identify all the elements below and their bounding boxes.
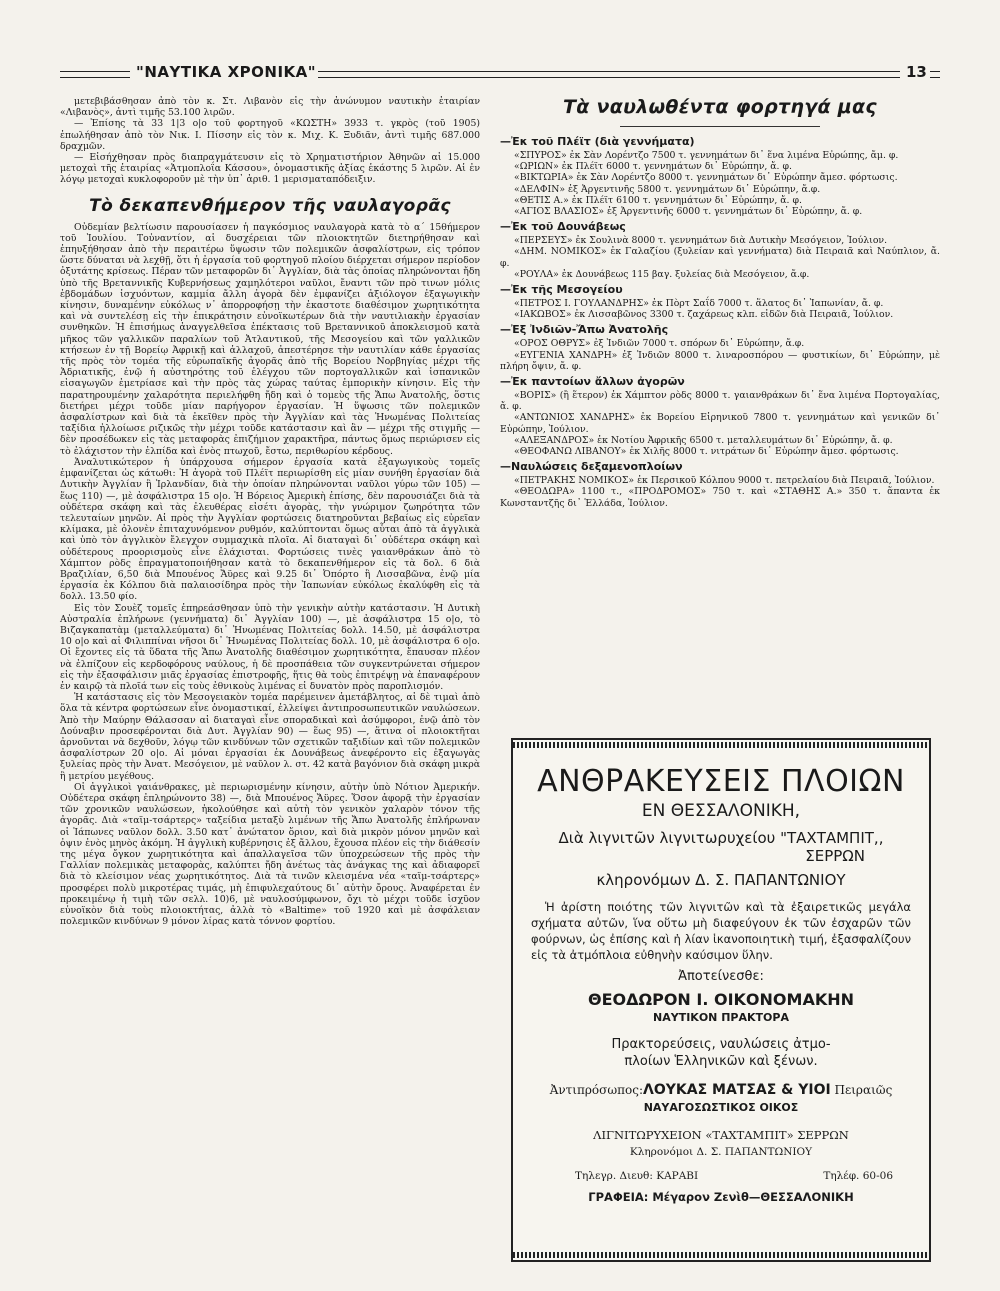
- ad-lignite-line: Διὰ λιγνιτῶν λιγνιτωρυχείου "ΤΑΧΤΑΜΠΙΤ,,: [558, 829, 884, 847]
- charter-entry: «ΑΝΤΩΝΙΟΣ ΧΑΝΔΡΗΣ» ἐκ Βορείου Εἰρηνικοῦ 7800 τ. γεννημάτων καὶ γενικῶν δι᾿ Εὐρώπην, Ἰούλιον.: [500, 412, 940, 435]
- intro-paragraph: — Εἰσήχθησαν πρὸς διαπραγμάτευσιν εἰς τὸ Χρηματιστήριον Ἀθηνῶν αἱ 15.000 μετοχαὶ τῆς ἑταιρίας «Ἀτμοπλοΐα Κάσσου», ὀνομαστικῆς ἀξίας ἑκάστης 5 λιρῶν. Αἱ ἐν λόγῳ μετοχαὶ κυκλοφοροῦν μὲ τὴν ὑπ᾿ ἀριθ. 1 μερισματαπόδειξιν.: [60, 152, 480, 186]
- charter-entry: «ΔΗΜ. ΝΟΜΙΚΟΣ» ἐκ Γαλαζίου (ξυλείαν καὶ γεννήματα) διὰ Πειραιᾶ καὶ Ναύπλιον, ἄ. φ.: [500, 246, 940, 269]
- group-title: —Ἐκ τοῦ Πλέϊτ (διὰ γεννήματα): [500, 135, 695, 148]
- ad-services-line: Πρακτορεύσεις, ναυλώσεις ἀτμο-: [611, 1037, 831, 1052]
- page-number: 13: [906, 63, 927, 81]
- charter-entry: «ΒΟΡΙΣ» (ἢ ἕτερον) ἐκ Χάμπτον ρὸδς 8000 τ. γαιανθράκων δι᾿ ἕνα λιμένα Πορτογαλίας, ἄ. φ.: [500, 390, 940, 413]
- charter-entry: «ΑΓΙΟΣ ΒΛΑΣΙΟΣ» ἐξ Ἀργεντινῆς 6000 τ. γεννημάτων δι᾿ Εὐρώπην, ἄ. φ.: [514, 206, 863, 218]
- ad-services: [525, 1036, 917, 1070]
- ad-border-stripe: [513, 1252, 929, 1258]
- article-paragraph: Οἱ ἀγγλικοὶ γαιάνθρακες, μὲ περιωρισμένην κίνησιν, αὐτὴν ὑπὸ Νότιον Ἀμερικήν. Οὐδέτερα σκάφη ἐπληρώνοντο 38) —, διὰ Μπουένος Ἄϋρες. Ὅσον ἀφορᾷ τὴν ἐργασίαν τῶν χρονικῶν ναυλώσεων, ἠκολούθησε καὶ αὐτὴ τὸν γενικὸν χαλαρὸν τόνον τῆς ἀγορᾶς. Διὰ «ταϊμ-τσάρτερς» ταξείδια μεταξὺ λιμένων τῆς Ἄπω Ἀνατολῆς ἐπλήρωναν οἱ Ἰάπωνες ναῦλον δολλ. 3.50 κατ᾿ ἀνώτατον ὅριον, καὶ διὰ μικρὸν μόνον μηνῶν καὶ ὀψιν ἐνὸς μηνὸς ἀκόμη. Ἡ ἀγγλικὴ κυβέρνησις ἐξ ἄλλου, ἔχουσα πλέον εἰς τὴν διάθεσίν της μέγα ὄγκον χωρητικότητα καὶ ἀπαλλαγεῖσα τῶν ὑποχρεώσεων τῆς πρὸς τὴν Γαλλίαν πολεμικὰς μεταφορὰς, καλύπτει ἤδη ἀνέτως τὰς ἀνάγκας της καὶ ἀδιαφορεῖ διὰ τὸ κλείσιμον νέας χωρητικότητος. Διὰ τὰ τινῶν κλεισμένα νέα «ταϊμ-τσάρτερς» προσφέρει πολὺ μικροτέρας τιμάς, μὴ ἐπιφυλεχαύτους δι᾿ αὐτὴν ὄρους. Ἀναφέρεται ἐν προκειμένῳ ἡ τιμὴ τῶν σελλ. 10)6, μὲ ναυλοσύμφωνον, ὄχι τὸ μέχρι τοῦδε ἰσχῦον εὐνοϊκὸν διὰ τοὺς πλοιοκτήτας, ἀλλὰ τὸ «Baltime» τοῦ 1920 καὶ μὲ ἀσφάλειαν πολεμικῶν κινδύνων 9 μόνον λίρας κατὰ τόννον φορτίου.: [60, 781, 480, 928]
- charter-entry: «ΘΕΟΔΩΡΑ» 1100 τ., «ΠΡΟΔΡΟΜΟΣ» 750 τ. καὶ «ΣΤΑΘΗΣ Α.» 350 τ. ἅπαντα ἐκ Κωνσταντζῆς δι᾿ Ἑλλάδα, Ἰούλιον.: [500, 486, 940, 509]
- publication-title: "ΝΑΥΤΙΚΑ ΧΡΟΝΙΚΑ": [136, 63, 317, 81]
- charter-entry: «ΠΕΡΣΕΥΣ» ἐκ Σουλινὰ 8000 τ. γεννημάτων διὰ Δυτικὴν Μεσόγειον, Ἰούλιον.: [514, 235, 888, 247]
- ad-services-line: πλοίων Ἑλληνικῶν καὶ ξένων.: [624, 1054, 818, 1069]
- article-paragraph: Εἰς τὸν Σουὲζ τομεῖς ἐπηρεάσθησαν ὑπὸ τὴν γενικὴν αὐτὴν κατάστασιν. Ἡ Δυτικὴ Αὐστραλία ἐπλήρωνε (γεννήματα) δι᾿ Ἀγγλίαν 100) —, μὲ ἀσφάλιστρα 15 ο|ο, τὸ Βιζαγκαπατὰμ (μεταλλεύματα) δι᾿ Ἡνωμένας Πολιτείας δολλ. 14.50, μὲ ἀσφάλιστρα 10 ο|ο καὶ αἱ Φιλιππίναι νῆσοι δι᾿ Ἡνωμένας Πολιτείας δολλ. 10, μὲ ἀσφάλιστρα 6 ο|ο. Οἱ ἔχοντες εἰς τὰ ὕδατα τῆς Ἄπω Ἀνατολῆς διαθέσιμον χωρητικότητα, ἔπαυσαν πλέον νὰ ἐλπίζουν εἰς κερδοφόρους ναύλους, ἡ δὲ προσπάθεια τῶν συγκεντρώνεται σήμερον εἰς τὴν ἐξασφάλισιν μιᾶς ἐργασίας ἐπιστροφῆς, ἥτις θὰ τοὺς ἐπιτρέψῃ νὰ ἐπαναφέρουν ἐν καιρῷ τὰ πλοῖά των εἰς τοὺς ἐθνικοὺς λιμένας εἰ δυνατὸν πρὸς παροπλισμόν.: [60, 602, 480, 692]
- ad-mine-name: ΛΙΓΝΙΤΩΡΥΧΕΙΟΝ «ΤΑΧΤΑΜΠΙΤ» ΣΕΡΡΩΝ: [593, 1128, 849, 1142]
- ad-quality-text: Ἡ ἀρίστη ποιότης τῶν λιγνιτῶν καὶ τὰ ἐξαιρετικῶς μεγάλα σχήματα αὐτῶν, ἵνα οὕτω μὴ διαφεύγουν ἐκ τῶν ἐσχαρῶν τῶν φούρνων, ὡς ἐπίσης καὶ ἡ λίαν ἱκανοποιητικὴ τιμή, ἐξασφαλίζουν εἰς τὰ ἀτμόπλοια εὐθηνὴν καύσιμον ὕλην.: [531, 900, 911, 962]
- ad-heirs: κληρονόμων Δ. Σ. ΠΑΠΑΝΤΩΝΙΟΥ: [596, 871, 846, 889]
- ad-agent-title: ΝΑΥΤΙΚΟΝ ΠΡΑΚΤΟΡΑ: [653, 1011, 789, 1024]
- article-paragraph: Ἀναλυτικώτερον ἡ ὑπάρχουσα σήμερον ἐργασία κατὰ ἐξαγωγικοὺς τομεῖς ἐμφανίζεται ὡς κάτωθι: Ἡ ἀγορὰ τοῦ Πλέϊτ περιωρίσθη εἰς μίαν συνήθη ἐργασίαν διὰ Δυτικὴν Ἀγγλίαν ἢ Ἰρλανδίαν, διὰ τὴν ὁποίαν πληρώνονται ναῦλοι γύρω τῶν 105) — ἕως 110) —, μὲ ἀσφάλιστρα 15 ο|ο. Ἡ Βόρειος Ἀμερικὴ ἐπίσης, δὲν παρουσιάζει διὰ τὰ οὐδέτερα σκάφη καὶ τὰς ἐλευθέρας εἰσέτι ἀγορὰς, τὴν γνώριμον ζωηρότητα τῶν τελευταίων μηνῶν. Αἱ πρὸς τὴν Ἀγγλίαν φορτώσεις διατηροῦνται βεβαίως εἰς εὐρεῖαν κλίμακα, μὲ ὀλονὲν ἐπιταχυνόμενον ρυθμόν, καλύπτονται ὅμως αὗται ἀπὸ τὰ ἀγγλικὰ καὶ ὑπὸ τὸν ἀγγλικὸν ἔλεγχον συμμαχικὰ πλοῖα. Αἱ διαταγαὶ δι᾿ οὐδέτερα σκάφη καὶ οὐδέτερους προορισμοὺς εἶνε ἐλάχισται. Φορτώσεις τινὲς γαιανθράκων ἀπὸ τὸ Χάμπτον ρὸδς ἐπραγματοποιήθησαν κατὰ τὸ δεκαπενθήμερον εἰς τὰ δολ. 6 διὰ Βραζιλίαν, 6,50 διὰ Μπουένος Ἄϋρες καὶ 9.25 δι᾿ Ὀπόρτο ἢ Λισσαβῶνα, ἐνῷ μία ἐργασία ἐκ Κόλπου διὰ παλαιοσίδηρα πρὸς τὴν Ἰαπωνίαν εὐκόλως ἐκαλύφθη εἰς τὰ δολλ. 13.50 φίο.: [60, 456, 480, 603]
- ad-border-stripe: [513, 742, 929, 748]
- ad-rep-name: ΛΟΥΚΑΣ ΜΑΤΣΑΣ & ΥΙΟΙ: [643, 1082, 831, 1098]
- charter-entry: «ΠΕΤΡΑΚΗΣ ΝΟΜΙΚΟΣ» ἐκ Περσικοῦ Κόλπου 9000 τ. πετρελαίου διὰ Πειραιᾶ, Ἰούλιον.: [514, 475, 935, 487]
- charter-entry: «ΔΕΛΦΙΝ» ἐξ Ἀργεντινῆς 5800 τ. γεννημάτων δι᾿ Εὐρώπην, ἄ.φ.: [514, 183, 821, 195]
- header-rule: [930, 71, 940, 78]
- charter-entry: «ΘΕΤΙΣ Α.» ἐκ Πλέϊτ 6100 τ. γεννημάτων δι᾿ Εὐρώπην, ἄ. φ.: [514, 194, 802, 206]
- group-title: —Ἐκ παντοίων ἄλλων ἀγορῶν: [500, 375, 685, 389]
- intro-paragraph: — Ἐπίσης τὰ 33 1|3 ο|ο τοῦ φορτηγοῦ «ΚΩΣΤΗ» 3933 τ. γκρὸς (τοῦ 1905) ἐπωλήθησαν ἀπὸ τὸν Νικ. Ι. Πίσσην εἰς τὸν κ. Μιχ. Κ. Ξυδιᾶν, ἀντὶ τιμῆς 687.000 δραχμῶν.: [60, 118, 480, 152]
- section-rule: [620, 126, 820, 127]
- ad-telegraph-row: [525, 1170, 917, 1184]
- ad-salvage-house: ΝΑΥΑΓΟΣΩΣΤΙΚΟΣ ΟΙΚΟΣ: [643, 1101, 799, 1114]
- article-paragraph: Οὐδεμίαν βελτίωσιν παρουσίασεν ἡ παγκόσμιος ναυλαγορὰ κατὰ τὸ α΄ 15θήμερον τοῦ Ἰουλίου. Τοὐναντίον, αἱ δυσχέρειαι τῶν πλοιοκτητῶν διετηρήθησαν καὶ ἐπηυξήθησαν ἀπὸ τὴν περαιτέρω ὕψωσιν τῶν πολεμικῶν ἀσφαλίστρων, εἰς τρόπον ὥστε δύναται νὰ λεχθῇ, ὅτι ἡ ἐργασία τοῦ φορτηγοῦ πλοίου διέρχεται σήμερον περίοδον ὀξυτάτης κρίσεως. Πέραν τῶν μεταφορῶν δι᾿ Ἀγγλίαν, διὰ τὰς ὁποίας πληρώνονται ἤδη ὑπὸ τῆς Βρεταννικῆς Κυβερνήσεως χαμηλότεροι ναῦλοι, ἔναντι τῶν πρὸ τινων μόλις ἑβδομάδων ἰσχυόντων, καμμία ἄλλη ἀγορὰ δὲν ἐμφανίζει ἀξιόλογον ἐξαγωγικὴν κίνησιν, δυναμένην εὐκόλως ν᾿ ἀπορροφήσῃ τὴν ἑκαστοτε διαθέσιμον χωρητικότητα καὶ νὰ συντελέσῃ εἰς τὴν ἐπικράτησιν εὐνοϊκωτέρων διὰ τὴν ναυτιλιακὴν ἐργασίαν συνθηκῶν. Ἡ ἐπισήμως ἀναγγελθεῖσα ἐπέκτασις τοῦ Βρεταννικοῦ ἀποκλεισμοῦ κατὰ μῆκος τῶν γαλλικῶν παραλίων τοῦ Ἀτλαντικοῦ, τῆς Μεσογείου καὶ τῶν γαλλικῶν κτήσεων ἐν τῇ Βορείῳ Ἀφρικῇ καὶ ἀλλαχοῦ, ἀπεστέρησε τὴν ναυτιλίαν κάθε ἐργασίας τῆς πρὸς τὸν τομέα τῆς εὐρωπαϊκῆς ἀγορᾶς ἀπὸ τῆς Βορείου Νορβηγίας μέχρι τῆς Ἀδριατικῆς, ἐνῷ ἡ αὐστηρότης τοῦ ἐλέγχου τῶν πορτογαλλικῶν καὶ ἱσπανικῶν εἰσαγωγῶν ἐμετρίασε καὶ τὴν πρὸς τὰς χώρας ταύτας ἐμπορικὴν κίνησιν. Εἰς τὴν παρατηρουμένην χαλαρότητα περιελήφθη ἤδη καὶ ὁ τομεὺς τῆς Ἄπω Ἀνατολῆς, ὅστις διετήρει μέχρι τοῦδε μίαν παρήγορον ἐργασίαν. Ἡ ὕψωσις τῶν πολεμικῶν ἀσφαλίστρων καὶ διὰ τὰ ἐκεῖθεν πρὸς τὴν Ἀγγλίαν καὶ τὰς Ἡνωμένας Πολιτείας ταξίδια ἠλλοίωσε ριζικῶς τὴν μέχρι τοῦδε κατάστασιν καὶ ἂν — μέχρι τῆς στιγμῆς — δὲν προσέδωκεν εἰς τὰς μεταφορὰς ἐπιζήμιον χαρακτῆρα, πάντως ὅμως περιώρισεν εἰς τὸ ἐλάχιστον τὴν ἐλπίδα καὶ ἐνὸς πτωχοῦ, ἔστω, περιθωρίου κέρδους.: [60, 221, 480, 457]
- group-title: —Ἐκ τῆς Μεσογείου: [500, 283, 623, 297]
- ad-agent-name: ΘΕΟΔΩΡΟΝ Ι. ΟΙΚΟΝΟΜΑΚΗΝ: [587, 990, 855, 1009]
- charter-entry: «ΡΟΥΛΑ» ἐκ Δουνάβεως 115 βαγ. ξυλείας διὰ Μεσόγειον, ἄ.φ.: [514, 268, 810, 280]
- charter-entry: «ΟΡΟΣ ΟΘΡΥΣ» ἐξ Ἰνδιῶν 7000 τ. σπόρων δι᾿ Εὐρώπην, ἄ.φ.: [514, 338, 805, 350]
- ad-contact-label: Ἀποτείνεσθε:: [678, 969, 764, 984]
- ad-rep-suffix: Πειραιῶς: [834, 1083, 893, 1097]
- left-column: [60, 96, 480, 927]
- group-title: —Ἐξ Ἰνδιῶν-Ἄπω Ἀνατολῆς: [500, 323, 669, 337]
- ad-offices: ΓΡΑΦΕΙΑ: Μέγαρον Ζενὶθ—ΘΕΣΣΑΛΟΝΙΚΗ: [588, 1190, 854, 1204]
- ad-representative: [525, 1082, 917, 1098]
- charter-entry: «ΘΕΟΦΑΝΩ ΛΙΒΑΝΟΥ» ἐκ Χιλῆς 8000 τ. νιτράτων δι᾿ Εὐρώπην ἄμεσ. φόρτωσις.: [514, 446, 899, 458]
- page-header: [60, 62, 940, 84]
- right-column: [500, 96, 940, 509]
- advertisement-box: [511, 738, 931, 1262]
- charter-entry: «ΠΕΤΡΟΣ Ι. ΓΟΥΛΑΝΔΡΗΣ» ἐκ Πὸρτ Σαΐδ 7000 τ. ἅλατος δι᾿ Ἰαπωνίαν, ἄ. φ.: [514, 298, 884, 310]
- charter-entry: «ΙΑΚΩΒΟΣ» ἐκ Λισσαβῶνος 3300 τ. ζαχάρεως κλπ. εἰδῶν διὰ Πειραιᾶ, Ἰούλιον.: [514, 309, 894, 321]
- charter-entry: «ΒΙΚΤΩΡΙΑ» ἐκ Σὰν Λορέντζο 8000 τ. γεννημάτων δι᾿ Εὐρώπην ἄμεσ. φόρτωσις.: [514, 172, 898, 184]
- ad-serron: ΣΕΡΡΩΝ: [805, 847, 865, 865]
- ad-telephone: Τηλέφ. 60-06: [823, 1170, 893, 1182]
- section-title-chartered: Τὰ ναυλωθέντα φορτηγά μας: [563, 96, 877, 118]
- ad-mine-heirs: Κληρονόμοι Δ. Σ. ΠΑΠΑΝΤΩΝΙΟΥ: [629, 1146, 813, 1158]
- charter-entry: «ΕΥΓΕΝΙΑ ΧΑΝΔΡΗ» ἐξ Ἰνδιῶν 8000 τ. λιναροσπόρου — φυστικίων, δι᾿ Εὐρώπην, μὲ πλήρη ὄψιν, ἄ. φ.: [500, 349, 940, 372]
- section-title-market: Τὸ δεκαπενθήμερον τῆς ναυλαγορᾶς: [89, 195, 451, 216]
- header-rule: [60, 71, 130, 78]
- group-title: —Ἐκ τοῦ Δουνάβεως: [500, 220, 626, 234]
- ad-headline: ΑΝΘΡΑΚΕΥΣΕΙΣ ΠΛΟΙΩΝ: [537, 764, 905, 799]
- charter-entry: «ΑΛΕΞΑΝΔΡΟΣ» ἐκ Νοτίου Ἀφρικῆς 6500 τ. μεταλλευμάτων δι᾿ Εὐρώπην, ἄ. φ.: [514, 434, 893, 446]
- ad-rep-prefix: Ἀντιπρόσωπος:: [549, 1083, 644, 1097]
- charter-entry: «ΣΠΥΡΟΣ» ἐκ Σὰν Λορέντζο 7500 τ. γεννημάτων δι᾿ ἕνα λιμένα Εὐρώπης, ἄμ. φ.: [514, 150, 899, 161]
- ad-telegraph-address: Τηλεγρ. Διευθ: ΚΑΡΑΒΙ: [575, 1170, 699, 1182]
- header-rule: [318, 71, 900, 78]
- group-title: —Ναυλώσεις δεξαμενοπλοίων: [500, 460, 683, 474]
- intro-paragraph: μετεβιβάσθησαν ἀπὸ τὸν κ. Στ. Λιβανὸν εἰς τὴν ἀνώνυμον ναυτικὴν ἑταιρίαν «Λιβανὸς», ἀντὶ τιμῆς 53.100 λιρῶν.: [60, 96, 480, 119]
- charter-entry: «ΩΡΙΩΝ» ἐκ Πλέϊτ 6000 τ. γεννημάτων δι᾿ Εὐρώπην, ἄ. φ.: [514, 161, 792, 173]
- ad-city: ΕΝ ΘΕΣΣΑΛΟΝΙΚΗ,: [641, 801, 801, 821]
- article-paragraph: Ἡ κατάστασις εἰς τὸν Μεσογειακὸν τομέα παρέμεινεν ἀμετάβλητος, αἱ δὲ τιμαὶ ἀπὸ ὅλα τὰ κέντρα φορτώσεων εἶνε ὀνομαστικαί, ἐλλείψει ἀντιπροσωπευτικῶν ναυλώσεων. Ἀπὸ τὴν Μαύρην Θάλασσαν αἱ διαταγαὶ εἶνε σποραδικαὶ καὶ ἀσύμφοροι, ἐνῷ ἀπὸ τὸν Δούναβιν προσεφέρονται διὰ Δυτ. Ἀγγλίαν 90) — ἕως 95) —, ἅτινα οἱ πλοιοκτῆται ἀρνοῦνται νὰ δεχθοῦν, λόγῳ τῶν κινδύνων τῶν σχετικῶν ταξιδίων καὶ τῶν πολεμικῶν ἀσφαλίστρων 20 ο|ο. Αἱ μόναι ἐργασίαι ἐκ Δουνάβεως ἀνεφέροντο εἰς ἐξαγωγὰς ξυλείας πρὸς τὴν Ἀνατ. Μεσόγειον, μὲ ναῦλον λ. στ. 42 κατὰ βαγόνιον διὰ σκάφη μικρὰ ἢ μετρίου μεγέθους.: [60, 692, 480, 782]
